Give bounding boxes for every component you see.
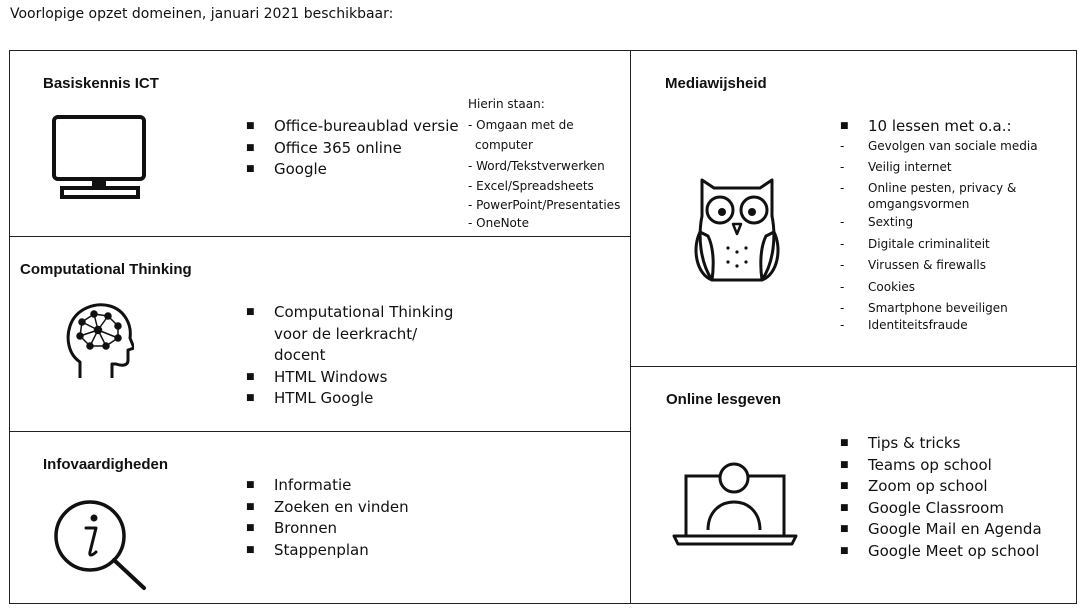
list-item: - Veilig internet [840,159,1038,175]
laptop-user-icon [672,458,798,548]
note-line: - OneNote [468,216,529,230]
brain-head-icon [62,300,134,382]
owl-icon [694,176,780,284]
list-item: ■ HTML Google [246,388,453,410]
note-line: - Excel/Spreadsheets [468,179,594,193]
online-list [840,433,1042,562]
list-item: - Smartphone beveiligen [840,300,1038,316]
list-item: ■ Zoom op school [840,476,1042,498]
list-item: ■ Google Mail en Agenda [840,519,1042,541]
online-title: Online lesgeven [666,391,782,408]
list-item: ■ Google Classroom [840,498,1042,520]
ct-title: Computational Thinking [20,261,192,278]
row-divider [9,431,630,432]
list-item: - Cookies [840,279,1038,295]
list-item-continuation: voor de leerkracht/ [274,324,418,343]
list-item: - Online pesten, privacy & [840,180,1038,196]
column-divider [630,50,631,604]
list-item: ■ 10 lessen met o.a.: [840,116,1012,138]
note-line: - Word/Tekstverwerken [468,158,605,173]
list-item: ■ Stappenplan [246,540,409,562]
list-item: - Sexting [840,214,1038,230]
list-item: ■ Teams op school [840,455,1042,477]
note-line: computer [475,138,533,152]
monitor-icon [52,115,152,211]
media-title: Mediawijsheid [665,75,767,92]
media-list [840,138,1038,333]
list-item: - Identiteitsfraude [840,317,1038,333]
list-item-continuation: omgangsvormen [868,197,970,211]
list-item: ■ Google [246,159,459,181]
row-divider [630,366,1077,367]
info-list [246,475,409,561]
note-line: - Omgaan met de [468,117,574,132]
list-item: - Gevolgen van sociale media [840,138,1038,154]
list-item: ■ Office 365 online [246,138,459,160]
basis-title: Basiskennis ICT [43,75,159,92]
list-item: - Virussen & firewalls [840,257,1038,273]
list-item: ■ Office-bureaublad versie [246,116,459,138]
row-divider [9,236,630,237]
list-item: ■ Informatie [246,475,409,497]
list-item: ■ Computational Thinking [246,302,453,324]
list-item: ■ HTML Windows [246,367,453,389]
note-line: - PowerPoint/Presentaties [468,197,621,212]
note-title: Hierin staan: [468,97,545,111]
ct-list [246,302,453,410]
list-item: ■ Tips & tricks [840,433,1042,455]
list-item: ■ Bronnen [246,518,409,540]
info-title: Infovaardigheden [43,456,169,473]
list-item: - Digitale criminaliteit [840,236,1038,252]
list-item: ■ Google Meet op school [840,541,1042,563]
list-item-continuation: docent [274,346,326,364]
intro-text: Voorlopige opzet domeinen, januari 2021 beschikbaar: [10,6,394,22]
media-lead [840,116,1012,138]
basis-note [468,94,620,234]
info-magnifier-icon [52,498,150,594]
list-item: ■ Zoeken en vinden [246,497,409,519]
basis-list [246,116,459,181]
